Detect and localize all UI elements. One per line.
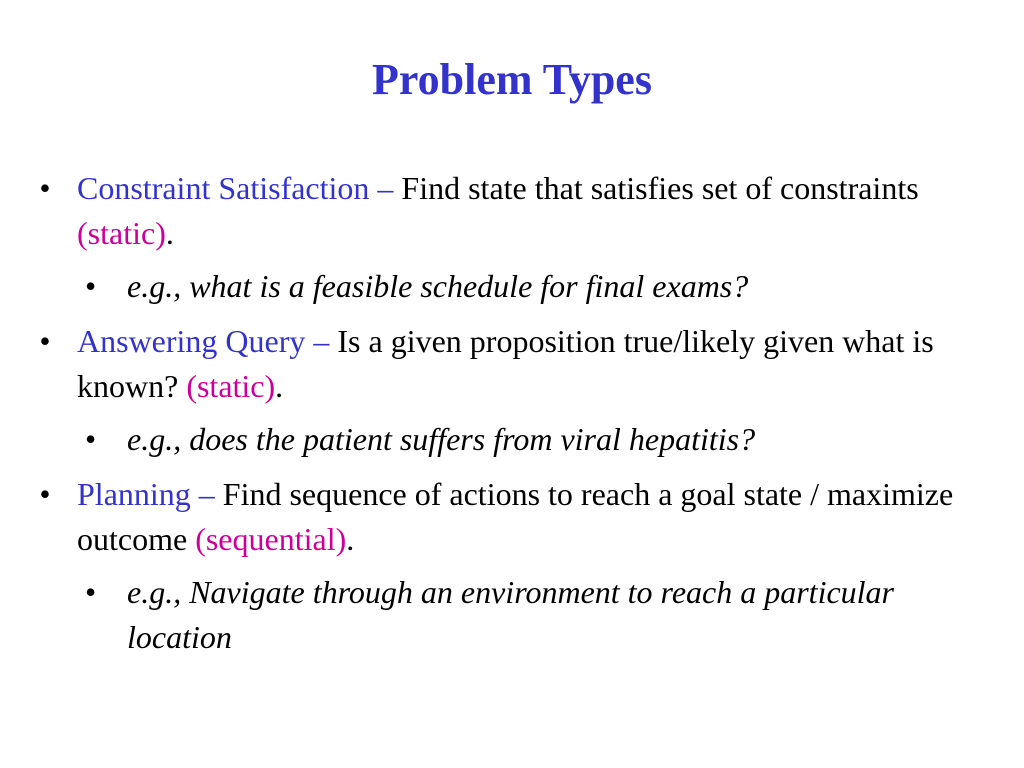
item-term: Constraint Satisfaction – [77, 170, 394, 206]
item-tag: (static) [186, 368, 276, 404]
bullet-item-answering-query [30, 319, 1000, 409]
item-term: Planning – [77, 476, 215, 512]
item-period: . [165, 215, 174, 251]
bullet-icon: • [39, 476, 51, 512]
item-period: . [346, 521, 355, 557]
example-text: e.g., does the patient suffers from viral hepatitis? [127, 421, 756, 457]
sub-bullet-example [30, 264, 1000, 309]
example-text: e.g., what is a feasible schedule for final exams? [127, 268, 749, 304]
sub-bullet-example [30, 417, 1000, 462]
bullet-icon: • [39, 170, 51, 206]
item-tag: (static) [77, 215, 166, 251]
example-text: e.g., Navigate through an environment to reach a particular location [127, 574, 894, 655]
bullet-icon: • [39, 323, 51, 359]
sub-bullet-icon: • [85, 574, 97, 610]
bullet-item-constraint-satisfaction [30, 166, 1000, 256]
item-description: Find state that satisfies set of constraints [393, 170, 919, 206]
slide-title: Problem Types [372, 55, 652, 104]
sub-bullet-icon: • [85, 268, 97, 304]
bullet-list [30, 166, 1000, 670]
sub-bullet-icon: • [85, 421, 97, 457]
bullet-item-planning [30, 472, 1000, 562]
item-term: Answering Query – [77, 323, 330, 359]
item-tag: (sequential) [195, 521, 347, 557]
item-period: . [275, 368, 284, 404]
item-description: Find sequence of actions to reach a goal state / maximize outcome [77, 476, 954, 557]
item-description: Is a given proposition true/likely given what is known? [77, 323, 934, 404]
sub-bullet-example [30, 570, 1000, 660]
